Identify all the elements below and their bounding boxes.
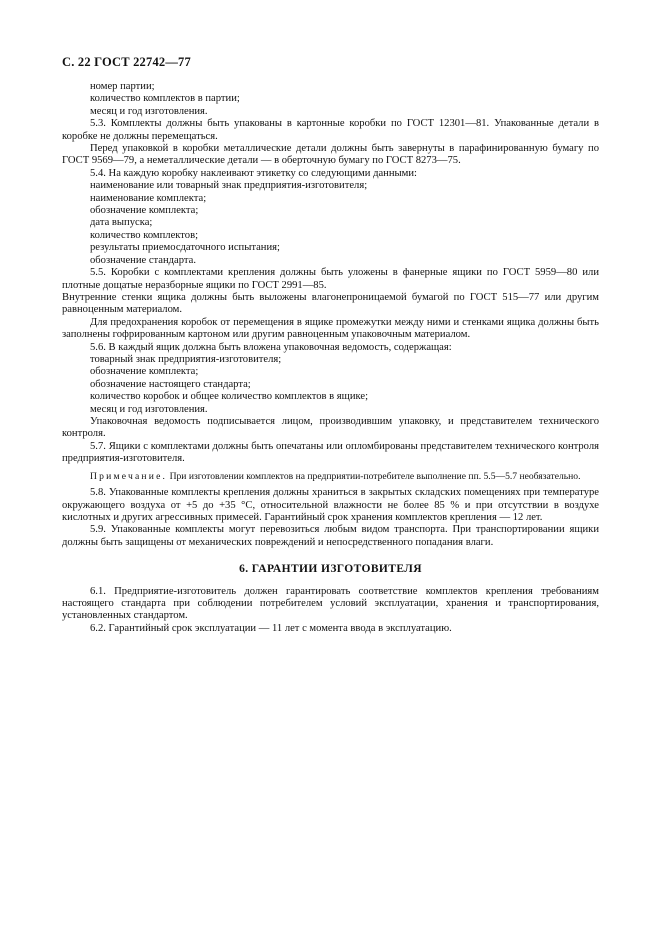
- paragraph-5-5-cont2: Для предохранения коробок от перемещения в ящике промежутки между ними и стенками ящика должны быть заполнены гофрированным картоном или другим равноценным упаковочным материалом.: [62, 316, 599, 341]
- list-line: месяц и год изготовления.: [90, 105, 208, 117]
- label-item: наименование или товарный знак предприятия-изготовителя;: [90, 180, 368, 192]
- paragraph-5-5-cont: Внутренние стенки ящика должны быть выложены влагонепроницаемой бумагой по ГОСТ 515—77 или другим равноценным материалом.: [62, 291, 599, 316]
- note: [62, 471, 599, 483]
- label-item: наименование комплекта;: [90, 192, 207, 204]
- note-text: При изготовлении комплектов на предприятии-потребителе выполнение пп. 5.5—5.7 необязательно.: [169, 470, 581, 482]
- packing-item: месяц и год изготовления.: [90, 403, 208, 415]
- paragraph-5-4: 5.4. На каждую коробку наклеивают этикетку со следующими данными:: [90, 167, 417, 179]
- label-item: обозначение комплекта;: [90, 205, 199, 217]
- list-line: номер партии;: [90, 81, 155, 92]
- paragraph-6-1: 6.1. Предприятие-изготовитель должен гарантировать соответствие комплектов крепления требованиям настоящего стандарта при соблюдении потребителем условий эксплуатации, хранения и транспортирования, установленных стандартом.: [62, 585, 599, 622]
- paragraph-5-7: 5.7. Ящики с комплектами должны быть опечатаны или опломбированы представителем технического контроля предприятия-изготовителя.: [62, 440, 599, 465]
- section-6-title: 6. ГАРАНТИИ ИЗГОТОВИТЕЛЯ: [239, 563, 422, 576]
- document-body: [62, 81, 599, 635]
- packing-item: обозначение комплекта;: [90, 366, 199, 378]
- packing-item: товарный знак предприятия-изготовителя;: [90, 353, 282, 365]
- list-line: количество комплектов в партии;: [90, 93, 240, 105]
- packing-item: количество коробок и общее количество комплектов в ящике;: [90, 391, 369, 403]
- label-item: дата выпуска;: [90, 217, 153, 229]
- page-header: С. 22 ГОСТ 22742—77: [62, 55, 191, 69]
- paragraph-5-8: 5.8. Упакованные комплекты крепления должны храниться в закрытых складских помещениях при температуре окружающего воздуха от +5 до +35 °С, относительной влажности не более 85 % и при отсутствии в воздухе кислотных и других агрессивных примесей. Гарантийный срок хранения комплектов крепления — 12 лет.: [62, 487, 599, 523]
- note-label: Примечание.: [90, 470, 168, 482]
- paragraph-5-3-cont: Перед упаковкой в коробки металлические детали должны быть завернуты в парафинированную бумагу по ГОСТ 9569—79, а неметаллические детали — в оберточную бумагу по ГОСТ 8273—75.: [62, 143, 599, 167]
- label-item: результаты приемосдаточного испытания;: [90, 242, 280, 254]
- packing-item: обозначение настоящего стандарта;: [90, 378, 251, 390]
- paragraph-5-5: 5.5. Коробки с комплектами крепления должны быть уложены в фанерные ящики по ГОСТ 5959—80 или плотные дощатые неразборные ящики по ГОСТ 2991—85.: [62, 267, 599, 291]
- paragraph-5-6-cont: Упаковочная ведомость подписывается лицом, производившим упаковку, и представителем технического контроля.: [62, 415, 599, 440]
- label-item: обозначение стандарта.: [90, 254, 197, 266]
- paragraph-5-9: 5.9. Упакованные комплекты могут перевозиться любым видом транспорта. При транспортировании ящики должны быть защищены от механических повреждений и непосредственного попадания влаги.: [62, 524, 599, 548]
- paragraph-6-2: 6.2. Гарантийный срок эксплуатации — 11 лет с момента ввода в эксплуатацию.: [90, 622, 452, 634]
- label-item: количество комплектов;: [90, 229, 199, 241]
- paragraph-5-3: 5.3. Комплекты должны быть упакованы в картонные коробки по ГОСТ 12301—81. Упакованные детали в коробке не должны перемещаться.: [62, 118, 599, 142]
- paragraph-5-6: 5.6. В каждый ящик должна быть вложена упаковочная ведомость, содержащая:: [90, 341, 452, 353]
